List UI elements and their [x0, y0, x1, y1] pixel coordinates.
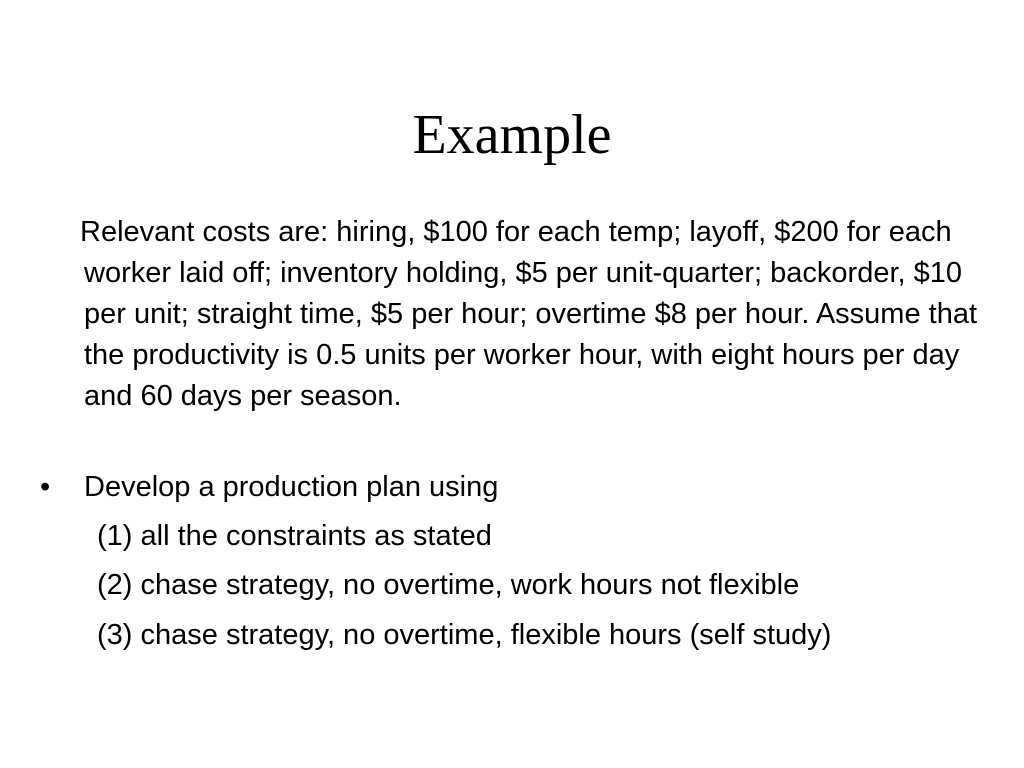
sub-item-1: (1) all the constraints as stated	[97, 520, 492, 552]
sub-item-2: (2) chase strategy, no overtime, work hours not flexible	[97, 569, 800, 601]
intro-paragraph: Relevant costs are: hiring, $100 for each temp; layoff, $200 for each worker laid off; inventory holding, $5 per unit-quarter; backorder, $10 per unit; straight time, $5 per hour; overtime $8 per hour. Assume that the productivity is 0.5 units per worker hour, with eight hours per day and 60 days per season.	[80, 216, 978, 412]
bullet-marker: •	[40, 471, 51, 503]
sub-item-3: (3) chase strategy, no overtime, flexible hours (self study)	[97, 619, 832, 651]
slide-title: Example	[412, 104, 612, 166]
bullet-text: Develop a production plan using	[84, 471, 499, 503]
